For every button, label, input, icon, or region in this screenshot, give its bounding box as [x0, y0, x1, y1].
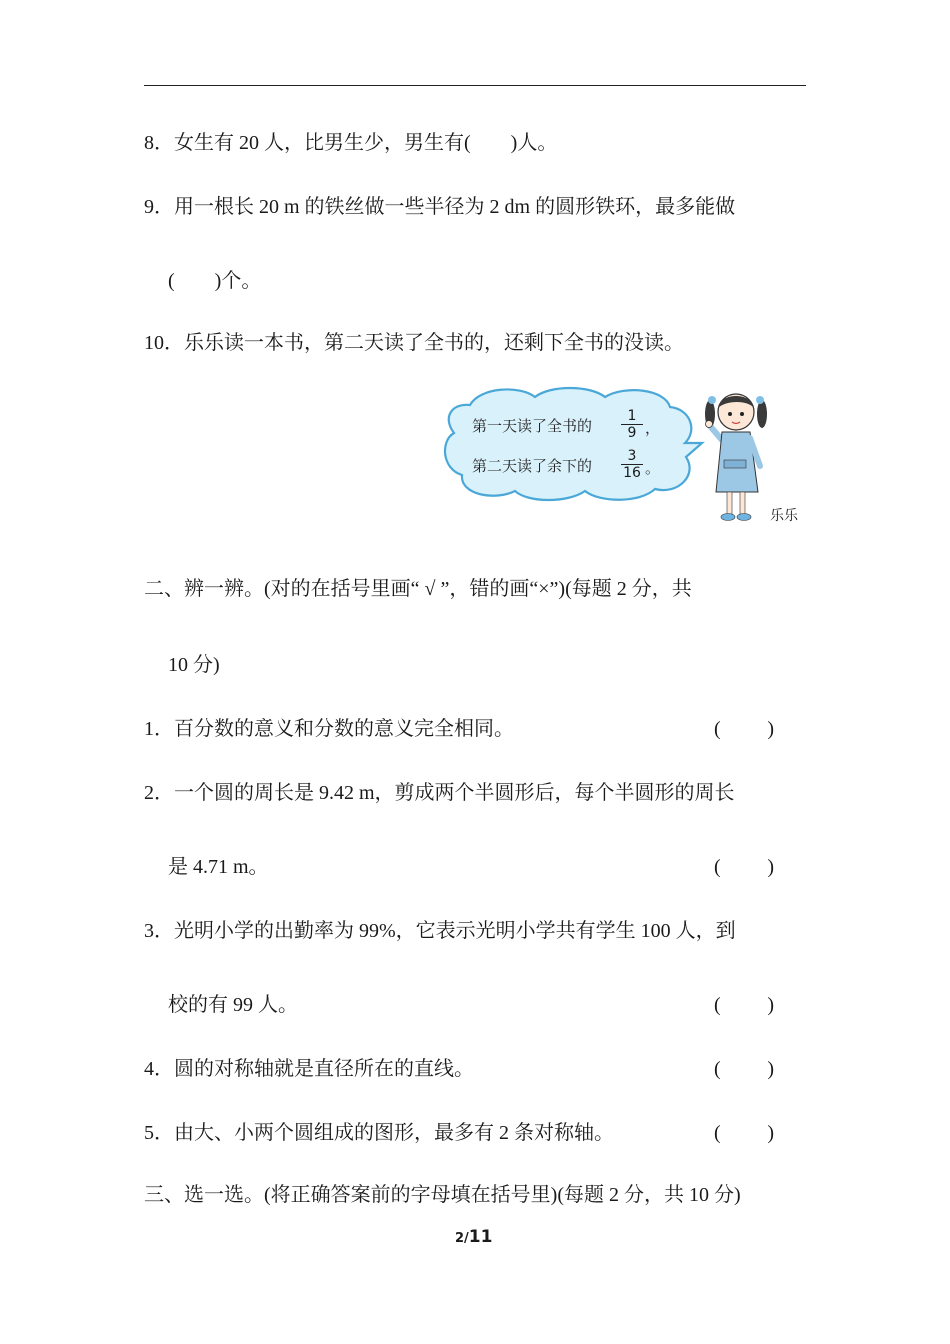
section-2-title-line1: 二、辨一辨。(对的在括号里画“ √ ”，错的画“×”)(每题 2 分，共 [144, 578, 692, 600]
page-total: 11 [468, 1227, 493, 1247]
paren-close: ) [767, 718, 774, 740]
judge-item-2-line1: 2．一个圆的周长是 9.42 m，剪成两个半圆形后，每个半圆形的周长 [144, 782, 735, 804]
bubble-line2: 第二天读了余下的 [472, 457, 593, 475]
paren-close: ) [767, 994, 774, 1016]
section-2-title-line2: 10 分) [168, 654, 220, 676]
question-9-line1: 9．用一根长 20 m 的铁丝做一些半径为 2 dm 的圆形铁环，最多能做 [144, 196, 736, 218]
fraction-numerator: 3 [621, 448, 643, 465]
paren-close: ) [767, 856, 774, 878]
page-current: 2/ [455, 1231, 469, 1246]
fraction-denominator: 16 [623, 465, 641, 481]
question-8: 8．女生有 20 人，比男生少，男生有( )人。 [144, 132, 558, 154]
judge-item-2-line2: 是 4.71 m。 [168, 856, 269, 878]
fraction-one-ninth [621, 408, 643, 441]
header-rule [144, 85, 806, 86]
answer-paren-3[interactable] [714, 992, 774, 1018]
section-3-title: 三、选一选。(将正确答案前的字母填在括号里)(每题 2 分，共 10 分) [144, 1184, 741, 1206]
paren-open: ( [714, 1122, 721, 1144]
bubble-comma: ， [645, 419, 661, 437]
answer-paren-4[interactable] [714, 1056, 774, 1082]
question-10: 10．乐乐读一本书，第二天读了全书的，还剩下全书的没读。 [144, 332, 684, 354]
judge-item-3-line2: 校的有 99 人。 [168, 994, 298, 1016]
paren-close: ) [767, 1122, 774, 1144]
judge-item-5: 5．由大、小两个圆组成的图形，最多有 2 条对称轴。 [144, 1122, 614, 1144]
judge-item-4: 4．圆的对称轴就是直径所在的直线。 [144, 1058, 474, 1080]
bubble-period: 。 [645, 459, 661, 477]
page-number [455, 1227, 492, 1247]
bubble-line1: 第一天读了全书的 [472, 417, 593, 435]
paren-close: ) [767, 1058, 774, 1080]
speech-bubble [440, 385, 710, 505]
fraction-denominator: 9 [627, 425, 637, 441]
fraction-three-sixteenths [621, 448, 643, 481]
girl-illustration [700, 384, 780, 529]
answer-paren-1[interactable] [714, 716, 774, 742]
paren-open: ( [714, 1058, 721, 1080]
paren-open: ( [714, 718, 721, 740]
question-9-line2: ( )个。 [168, 270, 262, 292]
paren-open: ( [714, 994, 721, 1016]
judge-item-3-line1: 3．光明小学的出勤率为 99%，它表示光明小学共有学生 100 人，到 [144, 920, 736, 942]
answer-paren-5[interactable] [714, 1120, 774, 1146]
judge-item-1: 1．百分数的意义和分数的意义完全相同。 [144, 718, 514, 740]
paren-open: ( [714, 856, 721, 878]
fraction-numerator: 1 [621, 408, 643, 425]
answer-paren-2[interactable] [714, 854, 774, 880]
character-label: 乐乐 [770, 508, 798, 524]
